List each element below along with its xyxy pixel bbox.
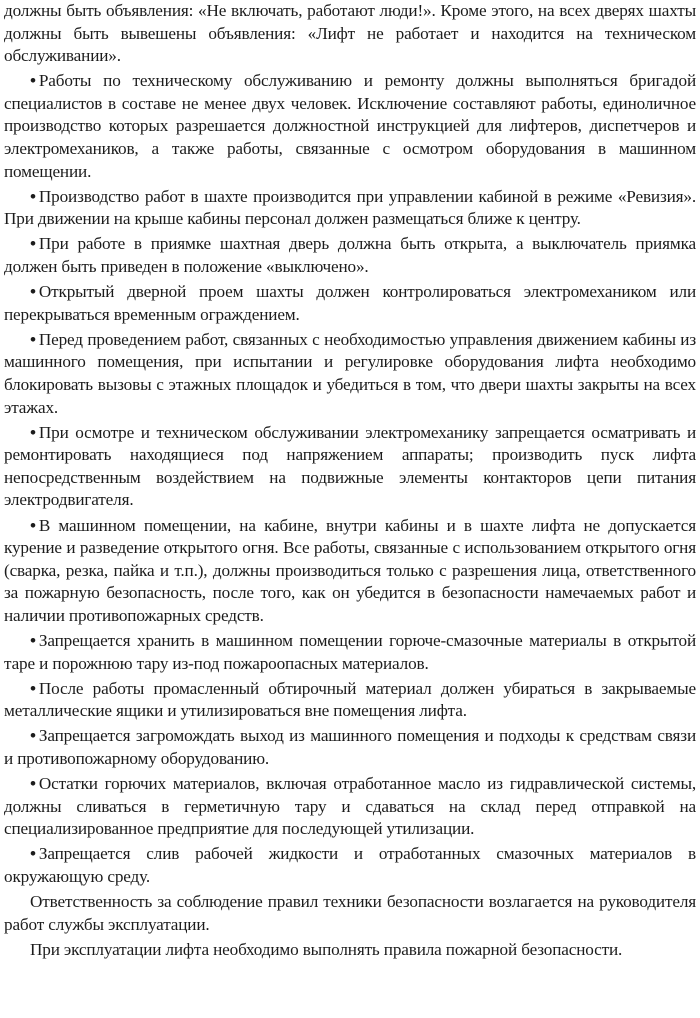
paragraph-text: После работы промасленный обтирочный материал должен убираться в закрываемые металлические ящики и утилизироваться вне помещения лифта. bbox=[4, 678, 696, 721]
paragraph-text: Запрещается хранить в машинном помещении горюче-смазочные материалы в открытой таре и порожнюю тару из-под пожароопасных материалов. bbox=[4, 631, 696, 673]
paragraph-text: Запрещается слив рабочей жидкости и отработанных смазочных материалов в окружающую среду. bbox=[4, 844, 696, 886]
paragraph-text: Запрещается загромождать выход из машинного помещения и подходы к средствам связи и противопожарному оборудованию. bbox=[4, 726, 696, 768]
paragraph bbox=[4, 725, 696, 770]
paragraph-text: При эксплуатации лифта необходимо выполнять правила пожарной безопасности. bbox=[30, 939, 623, 959]
paragraph bbox=[4, 186, 696, 231]
paragraph bbox=[4, 233, 696, 278]
paragraph bbox=[4, 329, 696, 419]
paragraph-text: В машинном помещении, на кабине, внутри кабины и в шахте лифта не допускается курение и разведение открытого огня. Все работы, связанные с использованием открытого огня (сварка, резка, пайка и т.п.), должны производиться только с разрешения лица, ответственного за пожарную безопасность, после того, как он убедится в безопасности намечаемых работ и наличии противопожарных средств. bbox=[4, 515, 696, 625]
paragraph bbox=[4, 422, 696, 512]
bullet-icon: • bbox=[30, 234, 36, 254]
paragraph-text: При работе в приямке шахтная дверь должна быть открыта, а выключатель приямка должен быть приведен в положение «выключено». bbox=[4, 234, 696, 277]
paragraph-text: Перед проведением работ, связанных с необходимостью управления движением кабины из машинного помещения, при испытании и регулировке оборудования лифта необходимо блокировать вызовы с этажных площадок и убедиться в том, что двери шахты закрыты на всех этажах. bbox=[4, 329, 696, 417]
bullet-icon: • bbox=[30, 329, 36, 349]
document-page bbox=[4, 0, 696, 1018]
bullet-icon: • bbox=[30, 186, 36, 206]
paragraph bbox=[4, 773, 696, 841]
paragraph bbox=[4, 678, 696, 723]
paragraph bbox=[4, 0, 696, 68]
paragraph bbox=[4, 281, 696, 326]
bullet-icon: • bbox=[30, 774, 36, 794]
paragraph-text: Ответственность за соблюдение правил техники безопасности возлагается на руководителя работ службы эксплуатации. bbox=[4, 892, 696, 934]
paragraph-text: Работы по техническому обслуживанию и ремонту должны выполняться бригадой специалистов в составе не менее двух человек. Исключение составляют работы, единоличное производство которых разрешается должностной инструкцией для лифтеров, диспетчеров и электромехаников, а также работы, связанные с осмотром оборудования в машинном помещении. bbox=[4, 71, 696, 181]
bullet-icon: • bbox=[30, 678, 36, 698]
paragraph-text: Остатки горючих материалов, включая отработанное масло из гидравлической системы, должны сливаться в герметичную тару и сдаваться на склад перед отправкой на специализированное предприятие для последующей утилизации. bbox=[4, 774, 696, 839]
paragraph bbox=[4, 515, 696, 628]
paragraph bbox=[4, 939, 696, 962]
bullet-icon: • bbox=[30, 631, 36, 651]
paragraph bbox=[4, 843, 696, 888]
paragraph bbox=[4, 630, 696, 675]
paragraph-text: Открытый дверной проем шахты должен контролироваться электромехаником или перекрываться временным ограждением. bbox=[4, 282, 696, 324]
paragraph-text: должны быть объявления: «Не включать, работают люди!». Кроме этого, на всех дверях шахты должны быть вывешены объявления: «Лифт не работает и находится на техническом обслуживании». bbox=[4, 1, 696, 66]
bullet-icon: • bbox=[30, 282, 36, 302]
bullet-icon: • bbox=[30, 515, 36, 535]
paragraph bbox=[4, 70, 696, 183]
bullet-icon: • bbox=[30, 422, 36, 442]
paragraph-text: Производство работ в шахте производится при управлении кабиной в режиме «Ревизия». При движении на крыше кабины персонал должен размещаться ближе к центру. bbox=[4, 186, 696, 229]
bullet-icon: • bbox=[30, 844, 36, 864]
bullet-icon: • bbox=[30, 71, 36, 91]
bullet-icon: • bbox=[30, 726, 36, 746]
paragraph-text: При осмотре и техническом обслуживании электромеханику запрещается осматривать и ремонтировать находящиеся под напряжением аппараты; производить пуск лифта непосредственным воздействием на подвижные элементы контакторов цепи питания электродвигателя. bbox=[4, 422, 696, 510]
paragraph bbox=[4, 891, 696, 936]
